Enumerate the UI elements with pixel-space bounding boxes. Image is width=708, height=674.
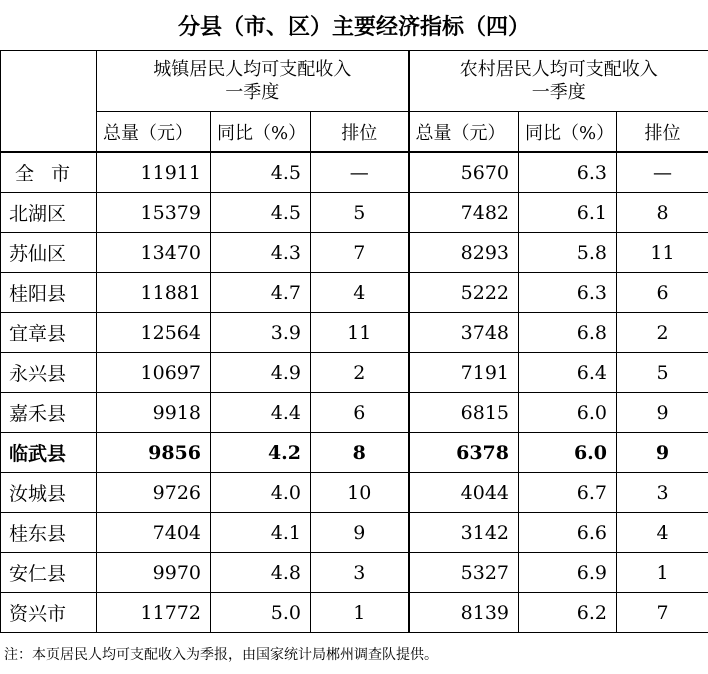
rural-yoy-cell: 6.3 bbox=[519, 273, 617, 313]
rural-yoy-cell: 6.4 bbox=[519, 353, 617, 393]
urban-yoy-cell: 4.5 bbox=[211, 193, 311, 233]
urban-yoy-cell: 3.9 bbox=[211, 313, 311, 353]
urban-total-header: 总量（元） bbox=[97, 112, 211, 153]
urban-rank-header: 排位 bbox=[311, 112, 409, 153]
urban-rank-cell: 4 bbox=[311, 273, 409, 313]
urban-yoy-cell: 4.5 bbox=[211, 152, 311, 193]
rural-total-header: 总量（元） bbox=[409, 112, 519, 153]
rural-rank-cell: 9 bbox=[617, 393, 708, 433]
urban-total-cell: 11911 bbox=[97, 152, 211, 193]
rural-yoy-cell: 6.1 bbox=[519, 193, 617, 233]
rural-yoy-cell: 6.2 bbox=[519, 593, 617, 633]
urban-yoy-cell: 4.4 bbox=[211, 393, 311, 433]
urban-rank-cell: 11 bbox=[311, 313, 409, 353]
urban-rank-cell: 3 bbox=[311, 553, 409, 593]
rural-rank-cell: 2 bbox=[617, 313, 708, 353]
footnote: 注：本页居民人均可支配收入为季报，由国家统计局郴州调查队提供。 bbox=[4, 647, 438, 663]
urban-rank-cell: 2 bbox=[311, 353, 409, 393]
rural-group-title: 农村居民人均可支配收入 bbox=[459, 59, 658, 80]
table-row bbox=[1, 152, 708, 193]
urban-total-cell: 11881 bbox=[97, 273, 211, 313]
urban-group-header bbox=[97, 51, 409, 112]
rural-rank-cell: — bbox=[617, 152, 708, 193]
rural-group-header bbox=[409, 51, 708, 112]
table-row bbox=[1, 193, 708, 233]
rural-yoy-cell: 6.7 bbox=[519, 473, 617, 513]
urban-total-cell: 10697 bbox=[97, 353, 211, 393]
table-row bbox=[1, 513, 708, 553]
rural-rank-cell: 5 bbox=[617, 353, 708, 393]
region-name-cell: 资兴市 bbox=[1, 593, 97, 633]
urban-total-cell: 9726 bbox=[97, 473, 211, 513]
urban-total-cell: 13470 bbox=[97, 233, 211, 273]
rural-total-cell: 8293 bbox=[409, 233, 519, 273]
rural-rank-header: 排位 bbox=[617, 112, 708, 153]
urban-yoy-cell: 4.9 bbox=[211, 353, 311, 393]
rural-total-cell: 5670 bbox=[409, 152, 519, 193]
urban-yoy-cell: 5.0 bbox=[211, 593, 311, 633]
urban-yoy-cell: 4.2 bbox=[211, 433, 311, 473]
region-header-cell bbox=[1, 51, 97, 153]
urban-yoy-cell: 4.3 bbox=[211, 233, 311, 273]
urban-total-cell: 15379 bbox=[97, 193, 211, 233]
rural-rank-cell: 8 bbox=[617, 193, 708, 233]
region-name-cell: 桂东县 bbox=[1, 513, 97, 553]
rural-yoy-cell: 6.9 bbox=[519, 553, 617, 593]
rural-total-cell: 6815 bbox=[409, 393, 519, 433]
urban-yoy-cell: 4.1 bbox=[211, 513, 311, 553]
rural-rank-cell: 9 bbox=[617, 433, 708, 473]
rural-yoy-cell: 5.8 bbox=[519, 233, 617, 273]
table-row bbox=[1, 433, 708, 473]
urban-total-cell: 7404 bbox=[97, 513, 211, 553]
urban-rank-cell: 10 bbox=[311, 473, 409, 513]
rural-total-cell: 5222 bbox=[409, 273, 519, 313]
urban-rank-cell: 1 bbox=[311, 593, 409, 633]
rural-yoy-header: 同比（%） bbox=[519, 112, 617, 153]
urban-yoy-cell: 4.8 bbox=[211, 553, 311, 593]
urban-rank-cell: 7 bbox=[311, 233, 409, 273]
rural-group-period: 一季度 bbox=[531, 82, 586, 103]
urban-total-cell: 11772 bbox=[97, 593, 211, 633]
rural-total-cell: 5327 bbox=[409, 553, 519, 593]
rural-rank-cell: 11 bbox=[617, 233, 708, 273]
region-name-cell: 北湖区 bbox=[1, 193, 97, 233]
urban-yoy-cell: 4.7 bbox=[211, 273, 311, 313]
rural-yoy-cell: 6.0 bbox=[519, 393, 617, 433]
urban-rank-cell: — bbox=[311, 152, 409, 193]
urban-rank-cell: 8 bbox=[311, 433, 409, 473]
region-name-cell: 汝城县 bbox=[1, 473, 97, 513]
urban-rank-cell: 9 bbox=[311, 513, 409, 553]
table-row bbox=[1, 353, 708, 393]
rural-rank-cell: 3 bbox=[617, 473, 708, 513]
urban-group-period: 一季度 bbox=[225, 82, 280, 103]
urban-group-title: 城镇居民人均可支配收入 bbox=[153, 59, 352, 80]
rural-total-cell: 6378 bbox=[409, 433, 519, 473]
urban-yoy-cell: 4.0 bbox=[211, 473, 311, 513]
table-row bbox=[1, 393, 708, 433]
rural-total-cell: 8139 bbox=[409, 593, 519, 633]
table-row bbox=[1, 553, 708, 593]
region-name-cell: 宜章县 bbox=[1, 313, 97, 353]
rural-total-cell: 3748 bbox=[409, 313, 519, 353]
region-name-cell: 嘉禾县 bbox=[1, 393, 97, 433]
page-title: 分县（市、区）主要经济指标（四） bbox=[177, 14, 530, 40]
rural-rank-cell: 4 bbox=[617, 513, 708, 553]
table-row bbox=[1, 313, 708, 353]
region-name-cell: 临武县 bbox=[1, 433, 97, 473]
table-row bbox=[1, 233, 708, 273]
rural-yoy-cell: 6.0 bbox=[519, 433, 617, 473]
rural-total-cell: 3142 bbox=[409, 513, 519, 553]
table-row bbox=[1, 593, 708, 633]
rural-rank-cell: 1 bbox=[617, 553, 708, 593]
urban-total-cell: 12564 bbox=[97, 313, 211, 353]
indicator-table bbox=[0, 50, 708, 633]
region-name-cell: 桂阳县 bbox=[1, 273, 97, 313]
rural-rank-cell: 6 bbox=[617, 273, 708, 313]
urban-total-cell: 9918 bbox=[97, 393, 211, 433]
region-name-cell: 安仁县 bbox=[1, 553, 97, 593]
rural-total-cell: 4044 bbox=[409, 473, 519, 513]
urban-total-cell: 9970 bbox=[97, 553, 211, 593]
rural-total-cell: 7482 bbox=[409, 193, 519, 233]
table-row bbox=[1, 473, 708, 513]
rural-yoy-cell: 6.3 bbox=[519, 152, 617, 193]
rural-yoy-cell: 6.8 bbox=[519, 313, 617, 353]
rural-rank-cell: 7 bbox=[617, 593, 708, 633]
urban-rank-cell: 5 bbox=[311, 193, 409, 233]
rural-total-cell: 7191 bbox=[409, 353, 519, 393]
group-header-row bbox=[1, 51, 708, 112]
region-name-cell: 苏仙区 bbox=[1, 233, 97, 273]
subheader-row bbox=[1, 112, 708, 153]
urban-rank-cell: 6 bbox=[311, 393, 409, 433]
region-name-cell: 永兴县 bbox=[1, 353, 97, 393]
table-row bbox=[1, 273, 708, 313]
rural-yoy-cell: 6.6 bbox=[519, 513, 617, 553]
region-name-cell: 全 市 bbox=[1, 152, 97, 193]
urban-total-cell: 9856 bbox=[97, 433, 211, 473]
urban-yoy-header: 同比（%） bbox=[211, 112, 311, 153]
